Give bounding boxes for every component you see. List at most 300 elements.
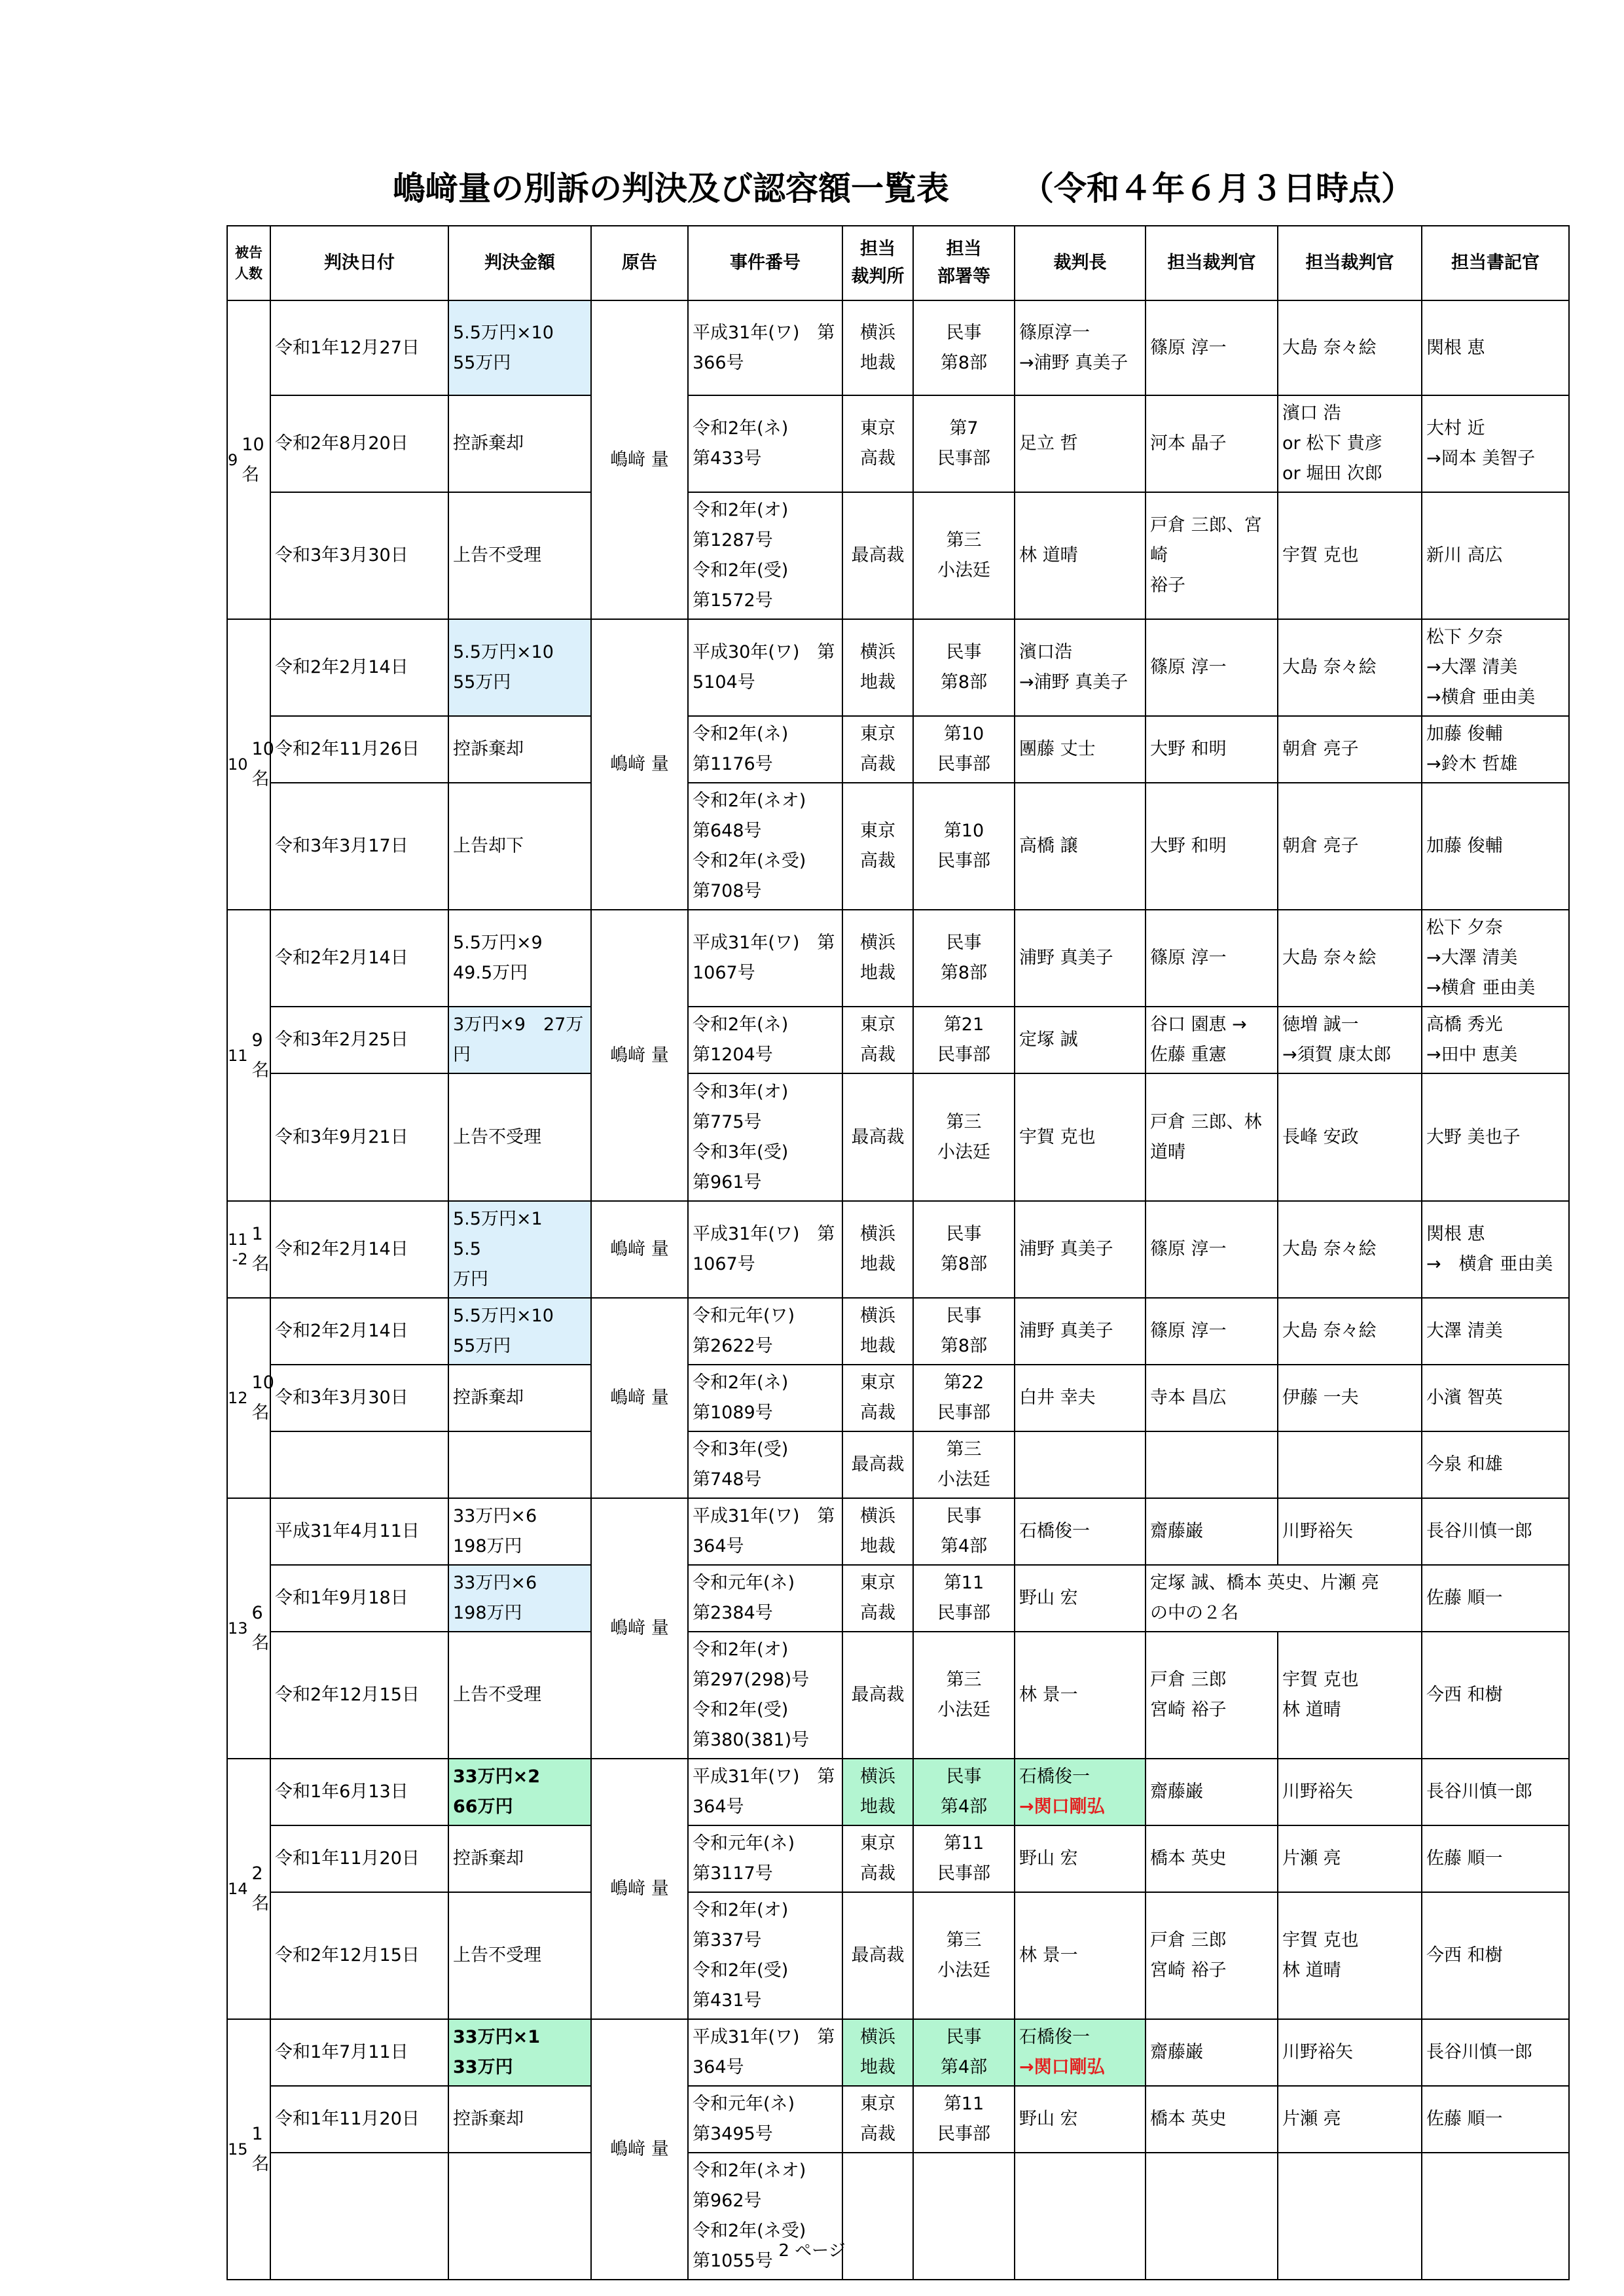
text-line: 宇賀 克也 bbox=[1282, 545, 1359, 565]
judge-2 bbox=[1278, 1825, 1422, 1892]
text-line: 令和元年(ネ) bbox=[693, 1833, 795, 1854]
court bbox=[842, 1825, 913, 1892]
judge-1 bbox=[1146, 783, 1278, 910]
text-line: 平成30年(ワ) 第 bbox=[693, 642, 835, 662]
judgment-amount bbox=[448, 492, 591, 619]
text-line: 高裁 bbox=[860, 448, 895, 469]
text-line: 5.5万円×10 bbox=[453, 1306, 554, 1326]
text-line: の中の２名 bbox=[1150, 1603, 1238, 1623]
text-line: 今西 和樹 bbox=[1426, 1685, 1503, 1705]
judgment-date: 令和3年3月30日 bbox=[270, 492, 448, 619]
judgment-amount bbox=[448, 1632, 591, 1759]
judge-2 bbox=[1278, 395, 1422, 492]
text-line: 最高裁 bbox=[851, 545, 905, 565]
judge-2 bbox=[1278, 716, 1422, 783]
judge-2 bbox=[1278, 910, 1422, 1007]
text-line: 地裁 bbox=[860, 672, 895, 692]
group-number bbox=[228, 755, 252, 774]
judge-2 bbox=[1278, 783, 1422, 910]
text-line: 第4部 bbox=[940, 1797, 988, 1817]
clerk bbox=[1422, 1007, 1569, 1073]
text-line: 地裁 bbox=[860, 1254, 895, 1274]
judgment-amount bbox=[448, 783, 591, 910]
text-line: 朝倉 亮子 bbox=[1282, 836, 1359, 856]
text-line: 徳増 誠一 bbox=[1282, 1014, 1359, 1035]
text-line: 第433号 bbox=[693, 448, 762, 469]
text-line: 林 景一 bbox=[1019, 1945, 1078, 1965]
group-number bbox=[228, 1230, 252, 1269]
division bbox=[913, 395, 1015, 492]
text-line: 364号 bbox=[693, 1797, 744, 1817]
text-line: 佐藤 重憲 bbox=[1150, 1045, 1227, 1065]
plaintiff-cell: 嶋﨑 量 bbox=[591, 300, 688, 619]
text-line: 第2384号 bbox=[693, 1603, 773, 1623]
judge-1 bbox=[1146, 716, 1278, 783]
text-line: 第22 bbox=[943, 1372, 984, 1393]
text-line: 第11 bbox=[943, 2094, 984, 2114]
judge-1 bbox=[1146, 910, 1278, 1007]
judgment-date: 令和2年2月14日 bbox=[270, 910, 448, 1007]
text-line: 横浜 bbox=[860, 1224, 895, 1244]
text-line: 5104号 bbox=[693, 672, 755, 692]
judge-2 bbox=[1278, 1298, 1422, 1365]
judge-2 bbox=[1278, 1498, 1422, 1565]
text-line: 戸倉 三郎、林 bbox=[1150, 1111, 1262, 1132]
text-line: 第1055号 bbox=[693, 2251, 773, 2271]
text-line: 民事 bbox=[946, 2027, 982, 2047]
judgment-amount bbox=[448, 1892, 591, 2019]
text-line: →大澤 清美 bbox=[1426, 657, 1518, 677]
text-line: 小法廷 bbox=[937, 1141, 990, 1162]
judge-1 bbox=[1146, 300, 1278, 395]
text-line: 33万円×1 bbox=[453, 2027, 540, 2047]
text-line: 第1089号 bbox=[693, 1403, 773, 1423]
case-number bbox=[688, 395, 842, 492]
judge-1 bbox=[1146, 1759, 1278, 1825]
text-line: 濱口浩 bbox=[1019, 642, 1072, 662]
table-row bbox=[227, 395, 1569, 492]
text-line: 横浜 bbox=[860, 642, 895, 662]
text-line: 小法廷 bbox=[937, 1960, 990, 1981]
text-line: 第1204号 bbox=[693, 1045, 773, 1065]
text-line: 平成31年(ワ) 第 bbox=[693, 933, 835, 953]
text-line: → 横倉 亜由美 bbox=[1426, 1254, 1553, 1274]
judgment-amount bbox=[448, 300, 591, 395]
group-number bbox=[228, 2140, 252, 2159]
text-line: 第961号 bbox=[693, 1172, 762, 1193]
text-line: 高裁 bbox=[860, 2124, 895, 2144]
clerk bbox=[1422, 300, 1569, 395]
table-row bbox=[227, 1632, 1569, 1759]
case-number bbox=[688, 910, 842, 1007]
text-line: →岡本 美智子 bbox=[1426, 448, 1536, 469]
text-line: 地裁 bbox=[860, 963, 895, 983]
division bbox=[913, 1892, 1015, 2019]
judgment-amount bbox=[448, 1825, 591, 1892]
text-line: 戸倉 三郎 bbox=[1150, 1930, 1227, 1950]
text-line: 第8部 bbox=[940, 1254, 988, 1274]
judge-1 bbox=[1146, 1298, 1278, 1365]
table-row bbox=[227, 492, 1569, 619]
text-line: 朝倉 亮子 bbox=[1282, 739, 1359, 759]
text-line: 宮崎 裕子 bbox=[1150, 1960, 1227, 1981]
text-line: 大島 奈々絵 bbox=[1282, 1321, 1377, 1341]
text-line: 第708号 bbox=[693, 881, 762, 901]
case-number bbox=[688, 2086, 842, 2153]
group-number-cell bbox=[227, 300, 270, 619]
judgment-date: 平成31年4月11日 bbox=[270, 1498, 448, 1565]
text-line: 令和元年(ネ) bbox=[693, 1573, 795, 1593]
case-number bbox=[688, 2019, 842, 2086]
clerk bbox=[1422, 1498, 1569, 1565]
judgment-table bbox=[226, 225, 1570, 2280]
defendant-count: 1名 bbox=[251, 2124, 270, 2174]
judge-2 bbox=[1278, 1073, 1422, 1201]
judge-1 bbox=[1146, 492, 1278, 619]
court bbox=[842, 395, 913, 492]
text-line: 高裁 bbox=[860, 1403, 895, 1423]
text-line: 地裁 bbox=[860, 2057, 895, 2077]
text-line: 令和2年(オ) bbox=[693, 1640, 789, 1660]
text-line: or 堀田 次郎 bbox=[1282, 463, 1382, 484]
text-line: 東京 bbox=[860, 2094, 895, 2114]
text-line: 東京 bbox=[860, 1833, 895, 1854]
text-line: →田中 恵美 bbox=[1426, 1045, 1518, 1065]
plaintiff-cell: 嶋﨑 量 bbox=[591, 619, 688, 910]
judgment-date: 令和2年12月15日 bbox=[270, 1892, 448, 2019]
text-line: 5.5万円×9 bbox=[453, 933, 543, 953]
case-number bbox=[688, 1825, 842, 1892]
text-line: 林 景一 bbox=[1019, 1685, 1078, 1705]
table-body bbox=[227, 300, 1569, 2280]
text-line: 第380(381)号 bbox=[693, 1730, 810, 1750]
text-line: 最高裁 bbox=[851, 1454, 905, 1475]
table-row bbox=[227, 1201, 1569, 1298]
text-line: 齋藤巌 bbox=[1150, 2042, 1203, 2062]
clerk bbox=[1422, 1892, 1569, 2019]
text-line: 石橋俊一 bbox=[1019, 1767, 1090, 1787]
court bbox=[842, 716, 913, 783]
text-line: 55万円 bbox=[453, 352, 511, 373]
text-line: 最高裁 bbox=[851, 1685, 905, 1705]
text-line: 198万円 bbox=[453, 1603, 522, 1623]
text-line: 林 道晴 bbox=[1019, 545, 1078, 565]
text-line: 第337号 bbox=[693, 1930, 762, 1950]
defendant-count: 6名 bbox=[251, 1603, 270, 1653]
chief-judge bbox=[1015, 395, 1146, 492]
judge-2 bbox=[1278, 1201, 1422, 1298]
division bbox=[913, 1007, 1015, 1073]
defendant-count: 10名 bbox=[251, 739, 274, 789]
chief-judge bbox=[1015, 1632, 1146, 1759]
judgment-date bbox=[270, 1431, 448, 1498]
text-line: 宇賀 克也 bbox=[1282, 1670, 1359, 1690]
table-row bbox=[227, 1298, 1569, 1365]
text-line: 小法廷 bbox=[937, 1700, 990, 1720]
judgment-amount bbox=[448, 1498, 591, 1565]
group-number bbox=[228, 1388, 252, 1408]
text-line: 第11 bbox=[943, 1573, 984, 1593]
page-title bbox=[393, 162, 1414, 209]
text-line: 関根 恵 bbox=[1426, 337, 1485, 358]
table-row bbox=[227, 1498, 1569, 1565]
division bbox=[913, 1498, 1015, 1565]
text-line: 大野 和明 bbox=[1150, 739, 1227, 759]
division bbox=[913, 2086, 1015, 2153]
text-line: 篠原淳一 bbox=[1019, 322, 1090, 343]
clerk bbox=[1422, 1431, 1569, 1498]
text-line: 49.5万円 bbox=[453, 963, 528, 983]
judgment-date: 令和1年7月11日 bbox=[270, 2019, 448, 2086]
text-line: 令和2年(ネ受) bbox=[693, 2221, 806, 2241]
text-line: 第11 bbox=[943, 1833, 984, 1854]
table-row bbox=[227, 2019, 1569, 2086]
text-line: 控訴棄却 bbox=[453, 1388, 524, 1408]
text-line: or 松下 貴彦 bbox=[1282, 433, 1382, 454]
text-line: 円 bbox=[453, 1045, 471, 1065]
text-line: 平成31年(ワ) 第 bbox=[693, 322, 835, 343]
text-line: 戸倉 三郎 bbox=[1150, 1670, 1227, 1690]
text-line: 川野裕矢 bbox=[1282, 2042, 1353, 2062]
text-line: 第8部 bbox=[940, 672, 988, 692]
text-line: 篠原 淳一 bbox=[1150, 657, 1227, 677]
text-line: 小法廷 bbox=[937, 560, 990, 581]
chief-judge bbox=[1015, 619, 1146, 716]
judge-2 bbox=[1278, 619, 1422, 716]
clerk bbox=[1422, 2019, 1569, 2086]
text-line: 令和2年(受) bbox=[693, 1960, 789, 1981]
chief-judge bbox=[1015, 1565, 1146, 1632]
text-line: 加藤 俊輔 bbox=[1426, 836, 1503, 856]
text-line: 民事 bbox=[946, 322, 982, 343]
text-line: 第三 bbox=[946, 1439, 982, 1460]
court bbox=[842, 1431, 913, 1498]
text-line: 横浜 bbox=[860, 933, 895, 953]
text-line: 第10 bbox=[943, 724, 984, 744]
text-line: 横浜 bbox=[860, 1506, 895, 1526]
clerk bbox=[1422, 1759, 1569, 1825]
division bbox=[913, 2019, 1015, 2086]
clerk bbox=[1422, 492, 1569, 619]
court bbox=[842, 1498, 913, 1565]
division bbox=[913, 1073, 1015, 1201]
text-line: →須賀 康太郎 bbox=[1282, 1045, 1392, 1065]
division bbox=[913, 910, 1015, 1007]
text-line: 篠原 淳一 bbox=[1150, 948, 1227, 968]
text-line: 石橋俊一 bbox=[1019, 1521, 1090, 1541]
judgment-date: 令和1年9月18日 bbox=[270, 1565, 448, 1632]
header-judge-1: 担当裁判官 bbox=[1146, 226, 1278, 300]
text-line: 大村 近 bbox=[1426, 418, 1485, 439]
judge-1 bbox=[1146, 1007, 1278, 1073]
plaintiff-cell: 嶋﨑 量 bbox=[591, 910, 688, 1201]
text-line: 長谷川慎一郎 bbox=[1426, 2042, 1532, 2062]
plaintiff-cell: 嶋﨑 量 bbox=[591, 1201, 688, 1298]
text-line: 河本 晶子 bbox=[1150, 433, 1227, 454]
court bbox=[842, 619, 913, 716]
text-line: 令和2年(ネオ) bbox=[693, 791, 806, 811]
text-line: 民事部 bbox=[937, 2124, 990, 2144]
text-line: 戸倉 三郎、宮崎 bbox=[1150, 515, 1262, 565]
text-line: 伊藤 一夫 bbox=[1282, 1388, 1359, 1408]
defendant-count: 2名 bbox=[251, 1863, 270, 1914]
division bbox=[913, 1825, 1015, 1892]
text-line: 林 道晴 bbox=[1282, 1960, 1341, 1981]
text-line: 9 bbox=[228, 450, 238, 469]
court bbox=[842, 1365, 913, 1431]
defendant-count: 1名 bbox=[251, 1224, 270, 1274]
text-line: 第8部 bbox=[940, 963, 988, 983]
group-number bbox=[228, 1046, 252, 1066]
text-line: 民事部 bbox=[937, 1045, 990, 1065]
text-line: 野山 宏 bbox=[1019, 2109, 1078, 2129]
text-line: 令和2年(ネオ) bbox=[693, 2161, 806, 2181]
judgment-date: 令和2年8月20日 bbox=[270, 395, 448, 492]
text-line: 小法廷 bbox=[937, 1469, 990, 1490]
judgment-amount bbox=[448, 2086, 591, 2153]
text-line: 横浜 bbox=[860, 1306, 895, 1326]
group-number-cell bbox=[227, 619, 274, 910]
judge-1 bbox=[1146, 395, 1278, 492]
text-line: 令和2年(ネ) bbox=[693, 724, 789, 744]
division bbox=[913, 1565, 1015, 1632]
judge-2 bbox=[1278, 1431, 1422, 1498]
judge-1 bbox=[1146, 619, 1278, 716]
text-line: 横浜 bbox=[860, 1767, 895, 1787]
text-line: 齋藤巌 bbox=[1150, 1521, 1203, 1541]
text-line: 令和2年(オ) bbox=[693, 500, 789, 520]
chief-judge bbox=[1015, 910, 1146, 1007]
division bbox=[913, 783, 1015, 910]
table-row bbox=[227, 1431, 1569, 1498]
plaintiff-cell: 嶋﨑 量 bbox=[591, 1759, 688, 2019]
judge-2 bbox=[1278, 1365, 1422, 1431]
table-row bbox=[227, 1892, 1569, 2019]
text-line: 第431号 bbox=[693, 1990, 762, 2011]
text-line: →横倉 亜由美 bbox=[1426, 687, 1536, 708]
text-line: 364号 bbox=[693, 1536, 744, 1556]
text-line: 令和2年(ネ) bbox=[693, 1014, 789, 1035]
text-line: 東京 bbox=[860, 1014, 895, 1035]
clerk bbox=[1422, 1825, 1569, 1892]
text-line: 33万円×6 bbox=[453, 1506, 537, 1526]
text-line: 足立 哲 bbox=[1019, 433, 1078, 454]
chief-judge bbox=[1015, 1759, 1146, 1825]
table-row bbox=[227, 1073, 1569, 1201]
judgment-amount bbox=[448, 1365, 591, 1431]
chief-judge bbox=[1015, 1073, 1146, 1201]
case-number bbox=[688, 619, 842, 716]
text-line: 民事 bbox=[946, 933, 982, 953]
judgment-amount bbox=[448, 1565, 591, 1632]
text-line: 15 bbox=[228, 2140, 248, 2159]
text-line: 令和3年(受) bbox=[693, 1439, 789, 1460]
court bbox=[842, 1007, 913, 1073]
text-line: 野山 宏 bbox=[1019, 1848, 1078, 1869]
judgment-date: 令和2年2月14日 bbox=[270, 619, 448, 716]
text-line: 366号 bbox=[693, 352, 744, 373]
chief-judge bbox=[1015, 716, 1146, 783]
text-line: 民事 bbox=[946, 1224, 982, 1244]
clerk bbox=[1422, 716, 1569, 783]
text-line: 新川 高広 bbox=[1426, 545, 1503, 565]
text-line: 民事 bbox=[946, 1306, 982, 1326]
text-line: 民事 bbox=[946, 642, 982, 662]
text-line: 5.5万円×10 bbox=[453, 322, 554, 343]
case-number bbox=[688, 1565, 842, 1632]
division bbox=[913, 1298, 1015, 1365]
judgment-date: 令和1年11月20日 bbox=[270, 2086, 448, 2153]
judge-1 bbox=[1146, 1825, 1278, 1892]
text-line: 平成31年(ワ) 第 bbox=[693, 2027, 835, 2047]
judgment-date: 令和1年12月27日 bbox=[270, 300, 448, 395]
chief-judge bbox=[1015, 1201, 1146, 1298]
court bbox=[842, 1892, 913, 2019]
text-line: 濱口 浩 bbox=[1282, 403, 1341, 423]
text-line: 地裁 bbox=[860, 1336, 895, 1356]
text-line: 1067号 bbox=[693, 963, 755, 983]
case-number bbox=[688, 1073, 842, 1201]
judge-2 bbox=[1278, 492, 1422, 619]
judgment-amount bbox=[448, 716, 591, 783]
text-line: 團藤 丈士 bbox=[1019, 739, 1096, 759]
case-number bbox=[688, 492, 842, 619]
chief-judge bbox=[1015, 1298, 1146, 1365]
text-line: 上告不受理 bbox=[453, 1945, 541, 1965]
text-line: →浦野 真美子 bbox=[1019, 672, 1128, 692]
case-number bbox=[688, 1759, 842, 1825]
text-line: 66万円 bbox=[453, 1797, 513, 1817]
chief-judge bbox=[1015, 2086, 1146, 2153]
judgment-amount bbox=[448, 1007, 591, 1073]
group-number-cell bbox=[227, 1201, 270, 1298]
table-row bbox=[227, 1565, 1569, 1632]
division bbox=[913, 716, 1015, 783]
text-line: 第297(298)号 bbox=[693, 1670, 810, 1690]
text-line: 第三 bbox=[946, 1930, 982, 1950]
text-line: 14 bbox=[228, 1880, 248, 1898]
text-line: 上告不受理 bbox=[453, 545, 541, 565]
plaintiff-cell: 嶋﨑 量 bbox=[591, 1498, 688, 1759]
text-line: 11 bbox=[228, 1230, 248, 1249]
clerk bbox=[1422, 1201, 1569, 1298]
judge-2 bbox=[1278, 1892, 1422, 2019]
division bbox=[913, 1365, 1015, 1431]
text-line: 高裁 bbox=[860, 1045, 895, 1065]
text-line: 石橋俊一 bbox=[1019, 2027, 1090, 2047]
case-number bbox=[688, 1431, 842, 1498]
division bbox=[913, 300, 1015, 395]
text-line: 大野 和明 bbox=[1150, 836, 1227, 856]
text-line: 1067号 bbox=[693, 1254, 755, 1274]
text-line: 上告不受理 bbox=[453, 1126, 541, 1147]
judge-2 bbox=[1278, 2086, 1422, 2153]
text-line: 松下 夕奈 bbox=[1426, 918, 1503, 938]
division bbox=[913, 492, 1015, 619]
text-line: 上告却下 bbox=[453, 836, 524, 856]
text-line: 浦野 真美子 bbox=[1019, 1321, 1113, 1341]
case-number bbox=[688, 1201, 842, 1298]
judgment-amount bbox=[448, 1073, 591, 1201]
clerk bbox=[1422, 619, 1569, 716]
text-line: 大野 美也子 bbox=[1426, 1126, 1521, 1147]
text-line: 民事部 bbox=[937, 1863, 990, 1884]
judgment-date: 令和2年12月15日 bbox=[270, 1632, 448, 1759]
judge-1 bbox=[1146, 1073, 1278, 1201]
judge-1 bbox=[1146, 1365, 1278, 1431]
table-row bbox=[227, 2086, 1569, 2153]
group-number-cell bbox=[227, 910, 270, 1201]
